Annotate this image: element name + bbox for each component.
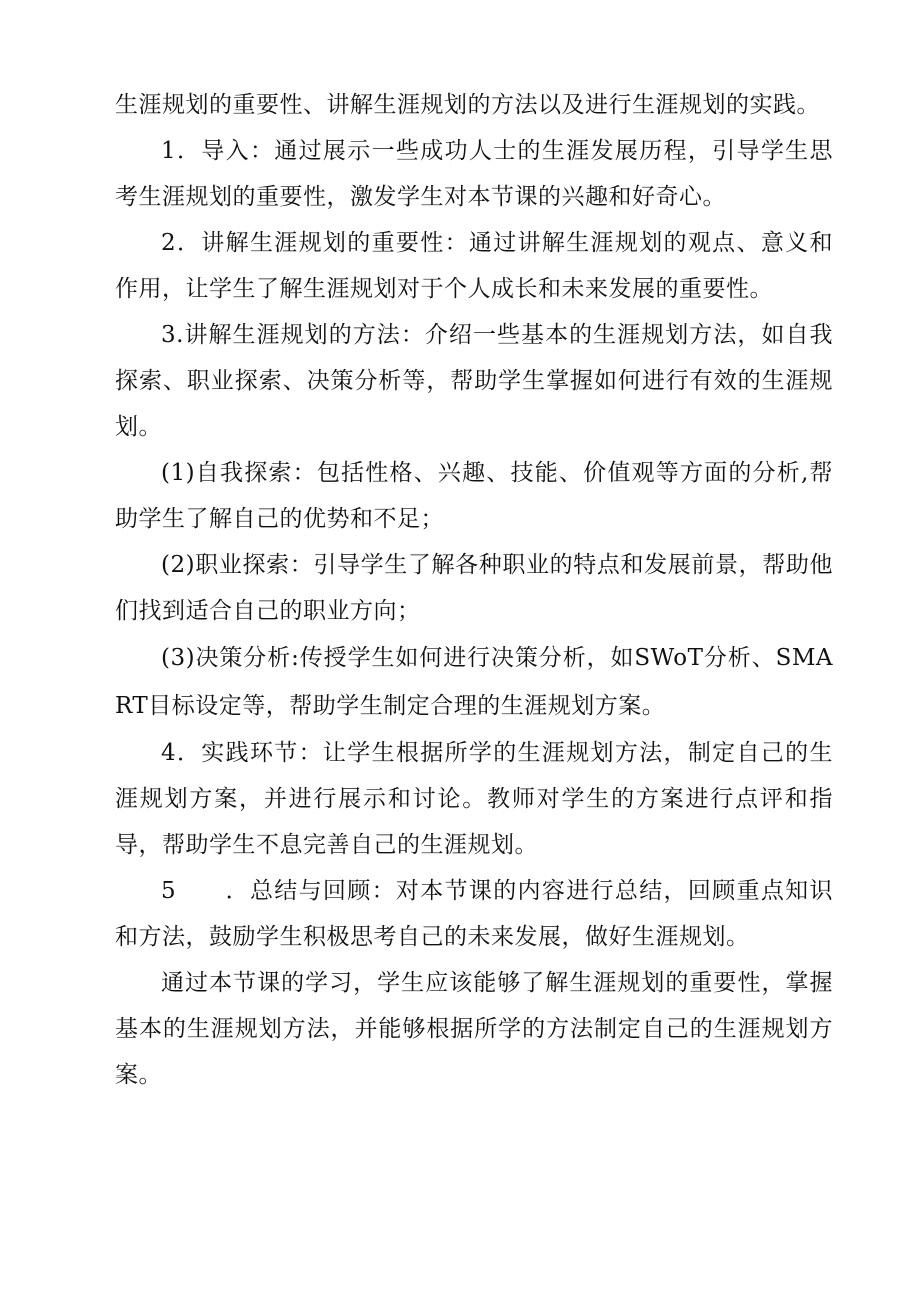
paragraph-self-exploration: (1)自我探索：包括性格、兴趣、技能、价值观等方面的分析,帮助学生了解自己的优势和不足； <box>115 460 833 532</box>
document-body <box>115 82 833 1098</box>
paragraph-intro-continuation: 生涯规划的重要性、讲解生涯规划的方法以及进行生涯规划的实践。 <box>115 92 820 118</box>
paragraph-step-4-practice: 4．实践环节：让学生根据所学的生涯规划方法，制定自己的生涯规划方案，并进行展示和讨论。教师对学生的方案进行点评和指导，帮助学生不息完善自己的生涯规划。 <box>115 740 833 858</box>
paragraph-conclusion: 通过本节课的学习，学生应该能够了解生涯规划的重要性，掌握基本的生涯规划方法，并能够根据所学的方法制定自己的生涯规划方案。 <box>115 970 833 1088</box>
paragraph-career-exploration: (2)职业探索：引导学生了解各种职业的特点和发展前景，帮助他们找到适合自己的职业方向； <box>115 552 833 624</box>
paragraph-step-3-methods: 3.讲解生涯规划的方法：介绍一些基本的生涯规划方法，如自我探索、职业探索、决策分析等，帮助学生掌握如何进行有效的生涯规划。 <box>115 322 833 440</box>
paragraph-decision-analysis: (3)决策分析:传授学生如何进行决策分析，如SWoT分析、SMART目标设定等，帮助学生制定合理的生涯规划方案。 <box>115 645 833 719</box>
paragraph-step-2-importance: 2．讲解生涯规划的重要性：通过讲解生涯规划的观点、意义和作用，让学生了解生涯规划对于个人成长和未来发展的重要性。 <box>115 230 833 302</box>
paragraph-step-1-introduction: 1．导入：通过展示一些成功人士的生涯发展历程，引导学生思考生涯规划的重要性，激发学生对本节课的兴趣和好奇心。 <box>115 138 833 210</box>
paragraph-step-5-review: 5 ．总结与回顾：对本节课的内容进行总结，回顾重点知识和方法，鼓励学生积极思考自己的未来发展，做好生涯规划。 <box>115 878 833 950</box>
